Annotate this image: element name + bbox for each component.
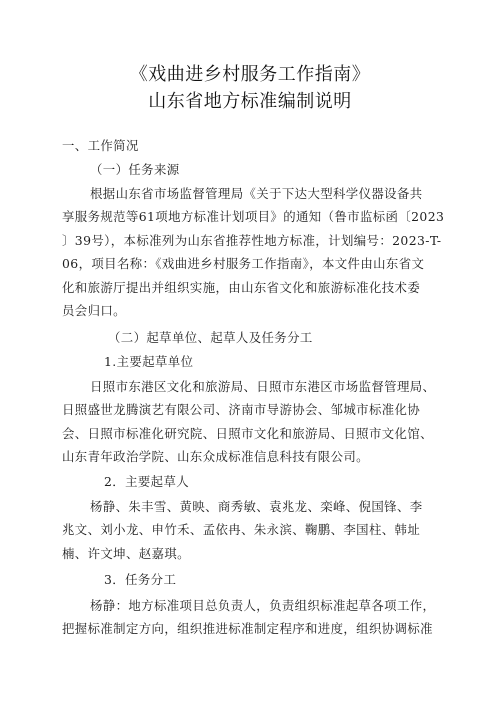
document-title: 《戏曲进乡村服务工作指南》 — [129, 64, 371, 85]
paragraph-line: 根据山东省市场监督管理局《关于下达大型科学仪器设备共 — [90, 186, 423, 201]
section-heading: 一、工作简况 — [62, 138, 139, 153]
paragraph-line: 06，项目名称：《戏曲进乡村服务工作指南》，本文件由山东省文 — [62, 256, 425, 271]
paragraph-line: 享服务规范等61项地方标准计划项目》的通知（鲁市监标函〔2023 — [62, 209, 445, 224]
paragraph-line: 杨静、朱丰雪、黄映、商秀敏、袁兆龙、栾峰、倪国锋、李 — [90, 499, 423, 514]
paragraph-line: 日照市东港区文化和旅游局、日照市东港区市场监督管理局、 — [90, 379, 436, 394]
paragraph-line: 〕39号），本标准列为山东省推荐性地方标准，计划编号：2023-T- — [62, 233, 442, 248]
item-heading: 3．任务分工 — [104, 572, 177, 587]
item-heading: 1.主要起草单位 — [104, 354, 194, 369]
paragraph-line: 会、日照市标准化研究院、日照市文化和旅游局、日照市文化馆、 — [62, 426, 433, 441]
paragraph-line: 日照盛世龙腾演艺有限公司、济南市导游协会、邹城市标准化协 — [62, 402, 421, 417]
paragraph-line: 杨静：地方标准项目总负责人，负责组织标准起草各项工作， — [90, 598, 436, 613]
item-heading: 2．主要起草人 — [104, 474, 190, 489]
subsection-heading: （二）起草单位、起草人及任务分工 — [108, 330, 313, 345]
paragraph-line: 化和旅游厅提出并组织实施，由山东省文化和旅游标准化技术委 — [62, 280, 421, 295]
document-subtitle: 山东省地方标准编制说明 — [148, 91, 352, 112]
paragraph-line: 把握标准制定方向，组织推进标准制定程序和进度，组织协调标准 — [62, 621, 433, 636]
paragraph-line: 山东青年政治学院、山东众成标准信息科技有限公司。 — [62, 449, 369, 464]
paragraph-line: 兆文、刘小龙、申竹禾、孟依冉、朱永滨、鞠鹏、李国柱、韩址 — [62, 522, 421, 537]
paragraph-line: 员会归口。 — [62, 303, 126, 318]
paragraph-line: 楠、许文坤、赵嘉琪。 — [62, 546, 190, 561]
subsection-heading: （一）任务来源 — [90, 162, 180, 177]
